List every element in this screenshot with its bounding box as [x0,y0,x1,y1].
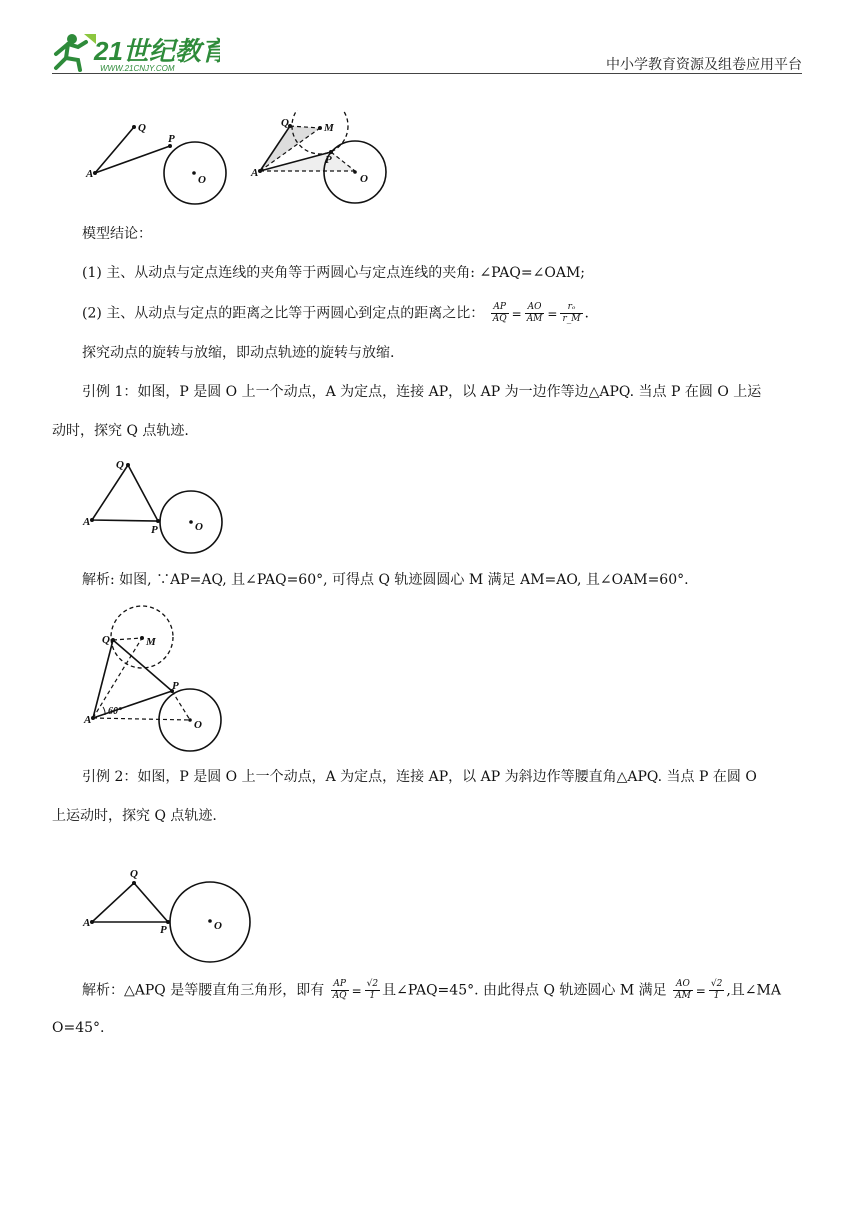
svg-text:Q: Q [138,122,146,134]
fraction-sqrt2-1: $\frac{√2}{1}$ [366,979,379,1001]
example1-figure [80,455,240,560]
fraction-ap-aq: $\frac{AP}{AQ}$ [492,302,507,324]
svg-text:Q: Q [281,117,289,129]
conclusion-title: 模型结论： [82,226,152,242]
svg-text:M: M [324,122,334,134]
svg-text:A: A [83,917,91,929]
example1-line2: 动时，探究 Q 点轨迹. [52,423,189,439]
svg-text:A: A [251,167,259,179]
fraction-ao-am: $\frac{AO}{AM}$ [526,302,543,324]
svg-text:P: P [172,680,179,692]
svg-text:Q: Q [116,459,124,471]
analysis1-text: 解析: 如图, ∵AP=AQ, 且∠PAQ=60°, 可得点 Q 轨迹圆圆心 M 满足 AM=AO, 且∠OAM=60°. [82,572,689,588]
svg-text:M: M [146,636,156,648]
platform-name: 中小学教育资源及组卷应用平台 [606,57,802,73]
svg-text:O: O [194,719,202,731]
site-logo [50,30,220,74]
conclusion-2: (2) 主、从动点与定点的距离之比等于两圆心到定点的距离之比： $\frac{AP}{AQ}$ = $\frac{AO}{AM}$ = $\frac{\text{rₒ}}{r\_M}$ . [82,302,589,324]
model-figure [80,110,400,210]
svg-text:P: P [151,524,158,536]
svg-text:P: P [160,924,167,936]
svg-text:Q: Q [102,634,110,646]
svg-text:P: P [168,133,175,145]
svg-text:P: P [325,154,332,166]
svg-text:O: O [195,521,203,533]
conclusion-1: (1) 主、从动点与定点连线的夹角等于两圆心与定点连线的夹角: ∠PAQ=∠OAM; [82,265,586,281]
example1-line1: 引例 1：如图，P 是圆 O 上一个动点，A 为定点，连接 AP，以 AP 为一边作等边△APQ. 当点 P 在圆 O 上运 [82,384,762,400]
fraction-ap-aq-2: $\frac{AP}{AQ}$ [332,979,347,1001]
analysis1-figure [80,603,240,753]
logo-runner-icon [50,30,220,74]
analysis2-line1: 解析：△APQ 是等腰直角三角形，即有 $\frac{AP}{AQ}$ = $\frac{√2}{1}$ 且∠PAQ=45°. 由此得点 Q 轨迹圆心 M 满足 $\frac{AO}{AM}$ = $\frac{√2}{1}$ ,且∠MA [82,979,781,1001]
analysis2-line2: O=45°. [52,1020,105,1036]
svg-text:A: A [83,516,91,528]
model-figure-right [250,110,386,203]
example2-line1: 引例 2：如图，P 是圆 O 上一个动点，A 为定点，连接 AP，以 AP 为斜边作等腰直角△APQ. 当点 P 在圆 O [82,769,757,785]
fraction-ao-am-2: $\frac{AO}{AM}$ [675,979,691,1001]
summary-text: 探究动点的旋转与放缩，即动点轨迹的旋转与放缩. [82,345,395,361]
model-figure-left [85,122,226,204]
svg-text:Q: Q [130,868,138,880]
fraction-radii: $\frac{\text{rₒ}}{r\_M}$ [562,302,581,324]
example2-line2: 上运动时，探究 Q 点轨迹. [52,808,217,824]
svg-text:O: O [214,920,222,932]
svg-text:60°: 60° [108,706,122,717]
example2-figure [80,865,260,970]
header-divider [52,73,802,74]
svg-text:O: O [198,174,206,186]
svg-text:A: A [86,168,94,180]
fraction-sqrt2-1-b: $\frac{√2}{1}$ [710,979,723,1001]
svg-text:A: A [84,714,92,726]
svg-text:21世纪教育: 21世纪教育 [94,36,220,66]
svg-text:O: O [360,173,368,185]
svg-text:WWW.21CNJY.COM: WWW.21CNJY.COM [100,64,175,73]
